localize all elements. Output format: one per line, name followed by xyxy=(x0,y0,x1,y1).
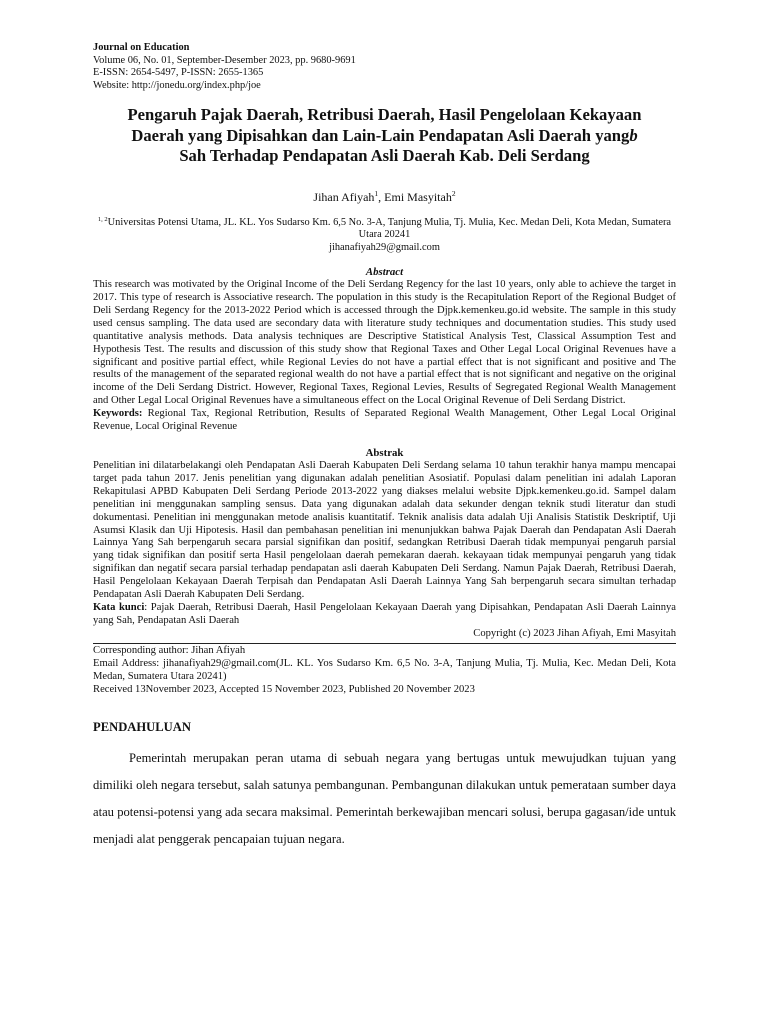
title-line-2-suffix: b xyxy=(629,125,638,145)
abstract-en-heading: Abstract xyxy=(365,266,404,279)
copyright-notice: Copyright (c) 2023 Jihan Afiyah, Emi Masyitah xyxy=(473,627,676,639)
journal-header xyxy=(93,42,676,92)
publication-dates: Received 13November 2023, Accepted 15 November 2023, Published 20 November 2023 xyxy=(93,683,475,695)
section-paragraph: Pemerintah merupakan peran utama di sebuah negara yang bertugas untuk mewujudkan tujuan yang dimiliki oleh negara tersebut, salah satunya pembangunan. Pembangunan dilakukan untuk pemerataan sumber daya atau potensi-potensi yang ada secara maksimal. Pemerintah berkewajiban mencari solusi, berupa gagasan/ide untuk menjadi alat penggerak pencapaian tujuan negara. xyxy=(93,750,676,846)
abstract-en-keywords xyxy=(93,408,676,434)
author-2: Emi Masyitah xyxy=(384,189,452,204)
journal-volume: Volume 06, No. 01, September-Desember 2023, pp. 9680-9691 xyxy=(93,54,356,66)
journal-name: Journal on Education xyxy=(93,42,190,53)
title-line-1: Pengaruh Pajak Daerah, Retribusi Daerah, Hasil Pengelolaan Kekayaan xyxy=(127,105,642,125)
author-list xyxy=(93,187,676,204)
title-line-2 xyxy=(93,126,676,147)
keywords-text: Regional Tax, Regional Retribution, Results of Separated Regional Wealth Management, Other Legal Local Original Revenue, Local Original Revenue xyxy=(93,408,676,433)
author-2-sup: 2 xyxy=(451,188,456,198)
author-1: Jihan Afiyah xyxy=(313,189,375,204)
abstract-en-text: This research was motivated by the Original Income of the Deli Serdang Regency for the last 10 years, only able to achieve the target in 2017. This type of research is Associative research. The population in this study is the Recapitulation Report of the Regional Budget of Deli Serdang Regency for the 2013-2022 Period which is accessed through the Djpk.kemenkeu.go.id website. The sample in this study used census sampling. The data used are secondary data with literature study techniques and documentation studies. This study used quantitative analysis methods. Data analysis techniques are Descriptive Statistical Analysis Test, Classical Assumption Test and Hypothesis Test. The results and discussion of this study show that Regional Taxes and Other Legal Local Original Revenues have a significant and positive partial effect, while Regional Levies do not have a partial effect that is not significant and positive and The results of the management of the separated regional wealth do not have a partial effect that is not significant and negative on the original income of the Deli Serdang District. However, Regional Taxes, Regional Levies, Results of Segregated Regional Wealth Management and Other Legal Local Original Revenues have a simultaneous effect on the Local Original Revenue of Deli Serdang District. xyxy=(93,279,676,407)
kata-kunci-label: Kata kunci xyxy=(93,601,145,613)
corresponding-email: Email Address: jihanafiyah29@gmail.com(JL. KL. Yos Sudarso Km. 6,5 No. 3-A, Tanjung Mulia, Tj. Mulia, Kec. Medan Deli, Kota Medan, Sumatera Utara 20241) xyxy=(93,657,676,682)
corresponding-author: Corresponding author: Jihan Afiyah xyxy=(93,644,246,656)
abstract-id-keywords xyxy=(93,602,676,628)
affiliation-email: jihanafiyah29@gmail.com xyxy=(329,241,440,253)
author-separator: , xyxy=(378,189,385,204)
title-line-3: Sah Terhadap Pendapatan Asli Daerah Kab. Deli Serdang xyxy=(179,146,590,166)
author-1-sup: 1 xyxy=(374,188,379,198)
journal-issn: E-ISSN: 2654-5497, P-ISSN: 2655-1365 xyxy=(93,67,264,79)
affiliation-sup: 1, 2 xyxy=(97,215,108,223)
paper-title xyxy=(93,105,676,167)
title-line-2-text: Daerah yang Dipisahkan dan Lain-Lain Pendapatan Asli Daerah yang xyxy=(131,125,630,145)
kata-kunci-text: : Pajak Daerah, Retribusi Daerah, Hasil Pengelolaan Kekayaan Daerah yang Dipisahkan, Pendapatan Asli Daerah Lainnya yang Sah, Pendapatan Asli Daerah xyxy=(93,601,676,626)
keywords-label: Keywords: xyxy=(93,408,143,420)
journal-website: Website: http://jonedu.org/index.php/joe xyxy=(93,79,261,91)
abstract-id-text: Penelitian ini dilatarbelakangi oleh Pendapatan Asli Daerah Kabupaten Deli Serdang selama 10 tahun terakhir hanya mampu mencapai target pada tahun 2017. Jenis penelitian yang digunakan adalah penelitian Asosiatif. Populasi dalam penelitian ini adalah Laporan Rekapitulasi APBD Kabupaten Deli Serdang Periode 2013-2022 yang diakses melalui website Djpk.kemenkeu.go.id. Sampel dalam penelitian ini menggunakan sampling sensus. Data yang digunakan adalah data sekunder dengan teknik studi literatur dan studi dokumentasi. Penelitian ini menggunakan metode analisis kuantitatif. Teknik analisis data adalah Uji Analisis Statistik Deskriptif, Uji Asumsi Klasik dan Uji Hipotesis. Hasil dan pembahasan penelitian ini menunjukkan bahwa Pajak Daerah dan Pendapatan Asli Daerah Lainnya Yang Sah berpengaruh secara parsial signifikan dan positif, sedangkan Retribusi Daerah tidak mempunyai pengaruh parsial yang tidak signifikan dan positif serta Hasil pengelolaan daerah pemekaran daerah. kekayaan tidak mempunyai pengaruh yang tidak signifikan dan negatif secara parsial terhadap pendapatan asli daerah Kabupaten Deli Serdang. Namun Pajak Daerah, Retribusi Daerah, Hasil Pengelolaan Kekayaan Daerah Terpisah dan Pendapatan Asli Daerah Lainnya Yang Sah berpengaruh secara simultan terhadap Pendapatan Asli Daerah Kabupaten Deli Serdang. xyxy=(93,459,676,601)
affiliation xyxy=(93,214,676,254)
abstract-id-heading: Abstrak xyxy=(365,446,404,459)
paper-page xyxy=(93,42,676,853)
section-heading: PENDAHULUAN xyxy=(93,719,191,734)
correspondence-block xyxy=(93,643,676,696)
affiliation-text: Universitas Potensi Utama, JL. KL. Yos Sudarso Km. 6,5 No. 3-A, Tanjung Mulia, Tj. Mulia, Kec. Medan Deli, Kota Medan, Sumatera Utara 20241 xyxy=(107,216,672,241)
